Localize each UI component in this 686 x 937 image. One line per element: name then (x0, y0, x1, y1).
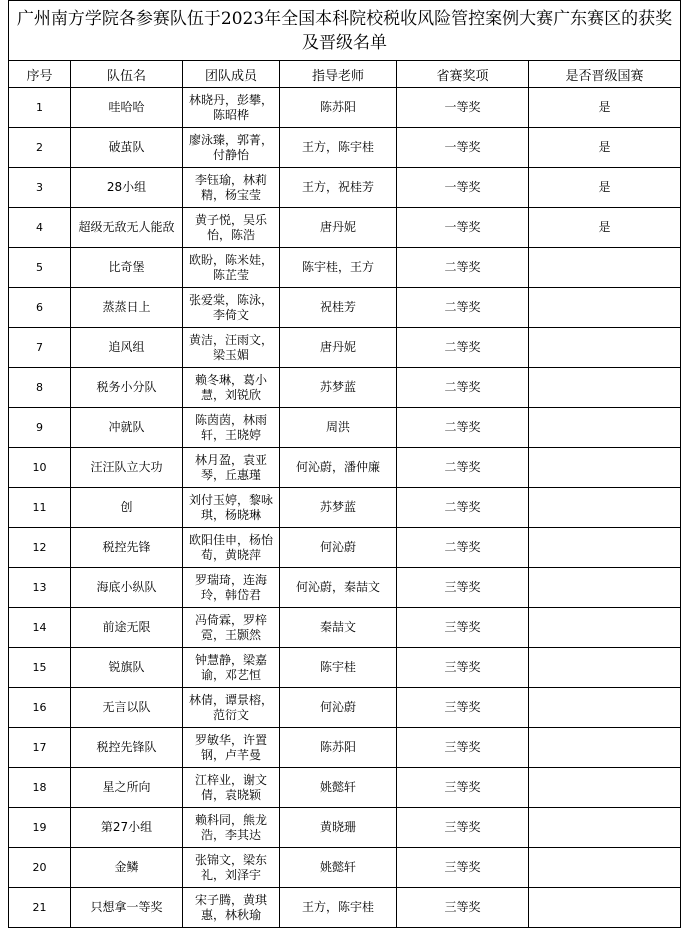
cell-team: 海底小纵队 (71, 568, 183, 608)
cell-team: 冲就队 (71, 408, 183, 448)
cell-advisor: 唐丹妮 (280, 328, 397, 368)
cell-award: 二等奖 (397, 408, 529, 448)
cell-national (529, 888, 681, 928)
cell-team: 星之所向 (71, 768, 183, 808)
cell-advisor: 祝桂芳 (280, 288, 397, 328)
cell-seq: 18 (9, 768, 71, 808)
cell-members: 张爱棠，陈泳，李倚文 (183, 288, 280, 328)
cell-members: 林月盈，袁亚琴，丘惠瑾 (183, 448, 280, 488)
cell-advisor: 姚懿轩 (280, 848, 397, 888)
table-row (9, 408, 681, 448)
cell-award: 二等奖 (397, 488, 529, 528)
cell-seq: 7 (9, 328, 71, 368)
table-row (9, 768, 681, 808)
table-row (9, 488, 681, 528)
cell-seq: 13 (9, 568, 71, 608)
cell-advisor: 苏梦蓝 (280, 488, 397, 528)
cell-members: 钟慧静，梁嘉谕，邓艺恒 (183, 648, 280, 688)
cell-team: 第27小组 (71, 808, 183, 848)
cell-advisor: 黄晓珊 (280, 808, 397, 848)
cell-advisor: 王方，陈宇桂 (280, 888, 397, 928)
cell-award: 三等奖 (397, 808, 529, 848)
cell-advisor: 陈宇桂 (280, 648, 397, 688)
cell-members: 林倩，谭景榕，范衍文 (183, 688, 280, 728)
cell-seq: 16 (9, 688, 71, 728)
table-row (9, 288, 681, 328)
cell-seq: 15 (9, 648, 71, 688)
cell-advisor: 何沁蔚 (280, 688, 397, 728)
cell-team: 比奇堡 (71, 248, 183, 288)
cell-award: 三等奖 (397, 848, 529, 888)
cell-award: 二等奖 (397, 368, 529, 408)
cell-award: 三等奖 (397, 728, 529, 768)
table-row (9, 248, 681, 288)
cell-national (529, 368, 681, 408)
header-award: 省赛奖项 (397, 61, 529, 88)
cell-team: 金鳞 (71, 848, 183, 888)
cell-team: 创 (71, 488, 183, 528)
cell-advisor: 姚懿轩 (280, 768, 397, 808)
table-row (9, 808, 681, 848)
cell-members: 欧盼，陈米娃，陈芷莹 (183, 248, 280, 288)
table-row (9, 328, 681, 368)
cell-team: 超级无敌无人能敌 (71, 208, 183, 248)
cell-advisor: 王方，祝桂芳 (280, 168, 397, 208)
cell-advisor: 陈宇桂，王方 (280, 248, 397, 288)
cell-national (529, 768, 681, 808)
cell-national (529, 648, 681, 688)
cell-seq: 14 (9, 608, 71, 648)
table-body (9, 88, 681, 928)
cell-seq: 12 (9, 528, 71, 568)
header-members: 团队成员 (183, 61, 280, 88)
cell-national (529, 568, 681, 608)
cell-national (529, 328, 681, 368)
cell-award: 二等奖 (397, 448, 529, 488)
table-row (9, 608, 681, 648)
table-row (9, 648, 681, 688)
cell-team: 无言以队 (71, 688, 183, 728)
cell-award: 二等奖 (397, 328, 529, 368)
cell-national (529, 528, 681, 568)
cell-team: 锐旗队 (71, 648, 183, 688)
cell-team: 税务小分队 (71, 368, 183, 408)
cell-national (529, 448, 681, 488)
cell-award: 一等奖 (397, 168, 529, 208)
cell-national: 是 (529, 168, 681, 208)
cell-advisor: 王方，陈宇桂 (280, 128, 397, 168)
cell-award: 三等奖 (397, 888, 529, 928)
cell-team: 汪汪队立大功 (71, 448, 183, 488)
cell-award: 一等奖 (397, 88, 529, 128)
cell-team: 税控先锋队 (71, 728, 183, 768)
cell-members: 欧阳佳申，杨怡荀，黄晓萍 (183, 528, 280, 568)
cell-seq: 9 (9, 408, 71, 448)
cell-members: 黄洁，汪雨文，梁玉媚 (183, 328, 280, 368)
title-row (9, 1, 681, 61)
table-row (9, 168, 681, 208)
cell-seq: 6 (9, 288, 71, 328)
page-title: 广州南方学院各参赛队伍于2023年全国本科院校税收风险管控案例大赛广东赛区的获奖及晋级名单 (9, 1, 681, 61)
header-national: 是否晋级国赛 (529, 61, 681, 88)
cell-members: 江梓业，谢文倩，袁晓颖 (183, 768, 280, 808)
table-row (9, 528, 681, 568)
cell-award: 三等奖 (397, 688, 529, 728)
cell-team: 追风组 (71, 328, 183, 368)
cell-national: 是 (529, 208, 681, 248)
cell-national: 是 (529, 128, 681, 168)
cell-seq: 5 (9, 248, 71, 288)
cell-seq: 21 (9, 888, 71, 928)
table-row (9, 888, 681, 928)
table-row (9, 568, 681, 608)
table-row (9, 688, 681, 728)
cell-award: 二等奖 (397, 248, 529, 288)
cell-team: 蒸蒸日上 (71, 288, 183, 328)
cell-award: 三等奖 (397, 568, 529, 608)
cell-seq: 10 (9, 448, 71, 488)
cell-national (529, 808, 681, 848)
table-row (9, 368, 681, 408)
cell-award: 三等奖 (397, 768, 529, 808)
cell-members: 冯倚霖，罗梓霓，王颢然 (183, 608, 280, 648)
table-row (9, 208, 681, 248)
cell-advisor: 秦喆文 (280, 608, 397, 648)
cell-members: 赖科同，熊龙浩，李其达 (183, 808, 280, 848)
cell-national (529, 608, 681, 648)
cell-advisor: 唐丹妮 (280, 208, 397, 248)
cell-national (529, 288, 681, 328)
cell-team: 只想拿一等奖 (71, 888, 183, 928)
cell-seq: 1 (9, 88, 71, 128)
cell-advisor: 陈苏阳 (280, 728, 397, 768)
table-row (9, 728, 681, 768)
cell-members: 廖泳臻，郭菁，付静怡 (183, 128, 280, 168)
cell-national (529, 728, 681, 768)
header-row (9, 61, 681, 88)
cell-seq: 2 (9, 128, 71, 168)
cell-advisor: 何沁蔚，秦喆文 (280, 568, 397, 608)
cell-advisor: 陈苏阳 (280, 88, 397, 128)
cell-team: 税控先锋 (71, 528, 183, 568)
cell-members: 赖冬琳，葛小慧，刘锐欣 (183, 368, 280, 408)
header-team: 队伍名 (71, 61, 183, 88)
cell-team: 28小组 (71, 168, 183, 208)
cell-award: 一等奖 (397, 208, 529, 248)
cell-members: 张锦文，梁东礼，刘泽宇 (183, 848, 280, 888)
cell-seq: 8 (9, 368, 71, 408)
cell-advisor: 何沁蔚 (280, 528, 397, 568)
cell-members: 黄子悦，吴乐怡，陈浩 (183, 208, 280, 248)
cell-members: 罗敏华，许置钢，卢芊曼 (183, 728, 280, 768)
table-row (9, 128, 681, 168)
cell-team: 破茧队 (71, 128, 183, 168)
header-seq: 序号 (9, 61, 71, 88)
cell-national: 是 (529, 88, 681, 128)
table-row (9, 448, 681, 488)
cell-national (529, 688, 681, 728)
cell-seq: 19 (9, 808, 71, 848)
cell-advisor: 何沁蔚，潘仲廉 (280, 448, 397, 488)
cell-seq: 11 (9, 488, 71, 528)
cell-award: 二等奖 (397, 528, 529, 568)
cell-advisor: 苏梦蓝 (280, 368, 397, 408)
cell-national (529, 408, 681, 448)
table-row (9, 848, 681, 888)
cell-award: 三等奖 (397, 608, 529, 648)
cell-seq: 20 (9, 848, 71, 888)
cell-team: 哇哈哈 (71, 88, 183, 128)
cell-members: 林晓丹，彭攀，陈昭桦 (183, 88, 280, 128)
cell-members: 刘付玉婷，黎咏琪，杨晓琳 (183, 488, 280, 528)
cell-advisor: 周洪 (280, 408, 397, 448)
cell-team: 前途无限 (71, 608, 183, 648)
table-row (9, 88, 681, 128)
cell-award: 三等奖 (397, 648, 529, 688)
cell-members: 罗瑞琦，连海玲，韩岱君 (183, 568, 280, 608)
award-table (8, 0, 681, 928)
cell-members: 李钰瑜，林莉精，杨宝莹 (183, 168, 280, 208)
cell-award: 二等奖 (397, 288, 529, 328)
cell-seq: 3 (9, 168, 71, 208)
cell-national (529, 848, 681, 888)
cell-national (529, 488, 681, 528)
cell-seq: 4 (9, 208, 71, 248)
cell-seq: 17 (9, 728, 71, 768)
cell-members: 陈茵茵，林雨轩，王晓婷 (183, 408, 280, 448)
cell-members: 宋子腾，黄琪惠，林秋瑜 (183, 888, 280, 928)
award-sheet (8, 0, 680, 928)
cell-award: 一等奖 (397, 128, 529, 168)
cell-national (529, 248, 681, 288)
header-advisor: 指导老师 (280, 61, 397, 88)
